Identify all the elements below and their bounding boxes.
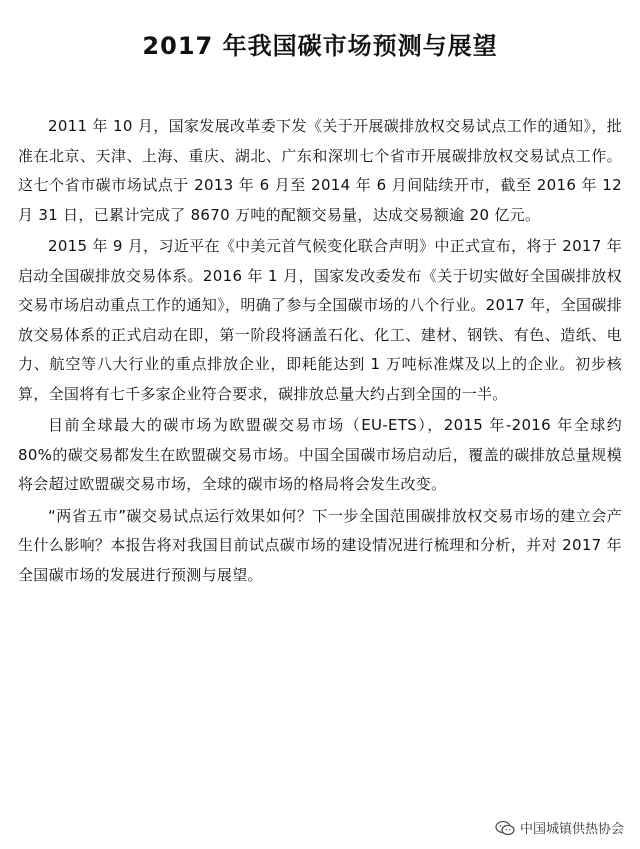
wechat-icon bbox=[495, 820, 515, 836]
source-watermark bbox=[491, 818, 624, 837]
watermark-text: 中国城镇供热协会 bbox=[519, 822, 624, 837]
document-title: 2017 年我国碳市场预测与展望 bbox=[142, 32, 498, 60]
paragraph-3: 目前全球最大的碳市场为欧盟碳交易市场（EU-ETS），2015 年-2016 年全球约 80%的碳交易都发生在欧盟碳交易市场。中国全国碳市场启动后，覆盖的碳排放总量规模将会超过欧盟碳交易市场，全球的碳市场的格局将会发生改变。 bbox=[18, 416, 622, 493]
document-body bbox=[18, 112, 622, 590]
paragraph-4: “两省五市”碳交易试点运行效果如何？下一步全国范围碳排放权交易市场的建立会产生什么影响？本报告将对我国目前试点碳市场的建设情况进行梳理和分析，并对 2017 年全国碳市场的发展进行预测与展望。 bbox=[18, 506, 622, 584]
paragraph-2: 2015 年 9 月，习近平在《中美元首气候变化联合声明》中正式宣布，将于 2017 年启动全国碳排放交易体系。2016 年 1 月，国家发改委发布《关于切实做好全国碳排放权交易市场启动重点工作的通知》，明确了参与全国碳市场的八个行业。2017 年，全国碳排放交易体系的正式启动在即，第一阶段将涵盖石化、化工、建材、钢铁、有色、造纸、电力、航空等八大行业的重点排放企业，即耗能达到 1 万吨标准煤及以上的企业。初步核算，全国将有七千多家企业符合要求，碳排放总量大约占到全国的一半。 bbox=[18, 237, 622, 403]
paragraph-1: 2011 年 10 月，国家发展改革委下发《关于开展碳排放权交易试点工作的通知》，批准在北京、天津、上海、重庆、湖北、广东和深圳七个省市开展碳排放权交易试点工作。这七个省市碳市场试点于 2013 年 6 月至 2014 年 6 月间陆续开市，截至 2016 年 12 月 31 日，已累计完成了 8670 万吨的配额交易量，达成交易额逾 20 亿元。 bbox=[18, 117, 622, 224]
